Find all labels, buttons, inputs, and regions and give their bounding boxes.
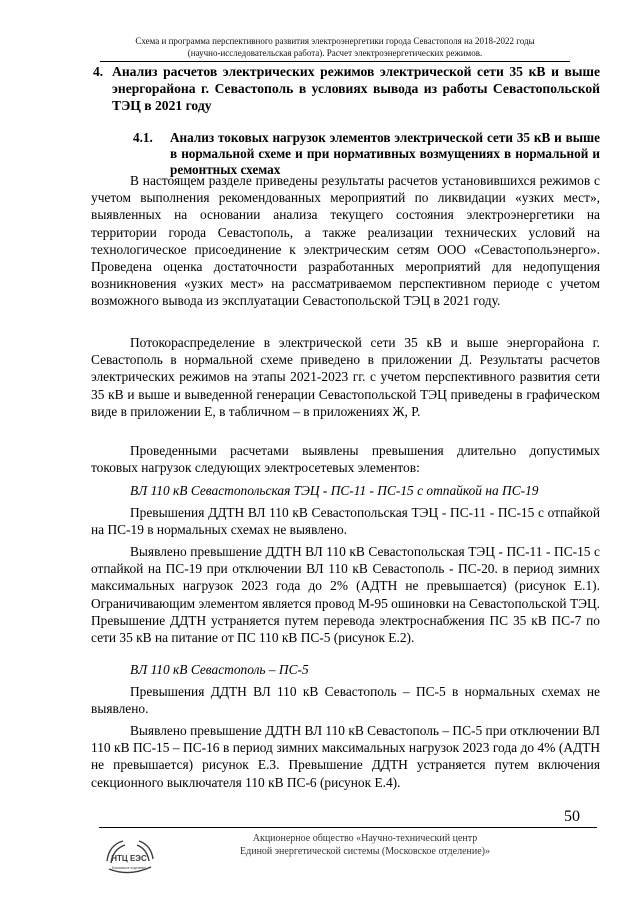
- page-number: 50: [564, 808, 580, 825]
- subsection-heading: [133, 130, 600, 178]
- paragraph-normal-scheme-1: Превышения ДДТН ВЛ 110 кВ Севастопольская ТЭЦ - ПС-11 - ПС-15 с отпайкой на ПС-19 в нормальных схемах не выявлено.: [91, 505, 600, 538]
- paragraph-flow-distribution: Потокораспределение в электрической сети 35 кВ и выше энергорайона г. Севастополь в нормальной схеме приведено в приложении Д. Результаты расчетов электрических режимов на этапы 2021-2023 гг. с учетом перспективного развития сети 35 кВ и выше и выведенной генерации Севастопольской ТЭЦ приведены в графическом виде в приложении Е, в табличном – в приложениях Ж, Р.: [91, 335, 600, 419]
- section-number: 4.: [93, 64, 104, 79]
- header-line-2: (научно-исследовательская работа). Расчет электроэнергетических режимов.: [187, 48, 483, 58]
- line-heading-1: ВЛ 110 кВ Севастопольская ТЭЦ - ПС-11 - ПС-15 с отпайкой на ПС-19: [130, 483, 539, 498]
- section-heading: [93, 63, 600, 114]
- footer-divider: [99, 827, 597, 828]
- subsection-title: Анализ токовых нагрузок элементов электрической сети 35 кВ и выше в нормальной схеме и при нормативных возмущениях в нормальной и ремонтных схемах: [170, 130, 600, 177]
- section-title: Анализ расчетов электрических режимов электрической сети 35 кВ и выше энергорайона г. Севастополь в условиях вывода из работы Севастопольской ТЭЦ в 2021 году: [112, 64, 600, 113]
- line-heading-2: ВЛ 110 кВ Севастополь – ПС-5: [130, 662, 309, 677]
- paragraph-overload-1: Выявлено превышение ДДТН ВЛ 110 кВ Севастопольская ТЭЦ - ПС-11 - ПС-15 с отпайкой на ПС-19 при отключении ВЛ 110 кВ Севастополь - ПС-20. в период зимних максимальных нагрузок 2023 года до 2% (АДТН не превышается) (рисунок Е.1). Ограничивающим элементом является провод М-95 ошиновки на Севастопольской ТЭЦ. Превышение ДДТН устраняется путем перевода электроснабжения ПС 35 кВ ПС-7 по сети 35 кВ на питание от ПС 110 кВ ПС-5 (рисунок Е.2).: [91, 544, 600, 646]
- footer-org-line-2: Единой энергетической системы (Московское отделение)»: [240, 846, 490, 857]
- subsection-number: 4.1.: [133, 130, 153, 145]
- logo-subtext: Московское отделение: [112, 866, 146, 870]
- header-line-1: Схема и программа перспективного развития электроэнергетики города Севастополя на 2018-2022 годы: [135, 36, 535, 46]
- running-header: [100, 35, 570, 62]
- paragraph-findings-intro: Проведенными расчетами выявлены превышения длительно допустимых токовых нагрузок следующих электросетевых элементов:: [91, 443, 600, 476]
- footer-org-line-1: Акционерное общество «Научно-технический центр: [252, 833, 478, 844]
- paragraph-overload-2: Выявлено превышение ДДТН ВЛ 110 кВ Севастополь – ПС-5 при отключении ВЛ 110 кВ ПС-15 – ПС-16 в период зимних максимальных нагрузок 2023 года до 4% (АДТН не превышается) рисунок Е.3. Превышение ДДТН устраняется путем включения секционного выключателя 110 кВ ПС-6 (рисунок Е.4).: [91, 723, 600, 790]
- paragraph-intro: В настоящем разделе приведены результаты расчетов установившихся режимов с учетом выполнения рекомендованных мероприятий по ликвидации «узких мест», выявленных на основании анализа текущего состояния электроэнергетики на территории города Севастополь, а также реализации технических условий на технологическое присоединение к электрическим сетям ООО «Севастопольэнерго». Проведена оценка достаточности разработанных мероприятий для недопущения возникновения «узких мест» на рассматриваемом перспективном периоде с учетом возможного вывода из эксплуатации Севастопольской ТЭЦ в 2021 году.: [91, 173, 600, 309]
- footer-organization: [200, 832, 530, 858]
- paragraph-normal-scheme-2: Превышения ДДТН ВЛ 110 кВ Севастополь – ПС-5 в нормальных схемах не выявлено.: [91, 684, 600, 717]
- logo-text: НТЦ ЕЭС: [111, 854, 147, 863]
- ntc-ees-logo-icon: [99, 831, 159, 881]
